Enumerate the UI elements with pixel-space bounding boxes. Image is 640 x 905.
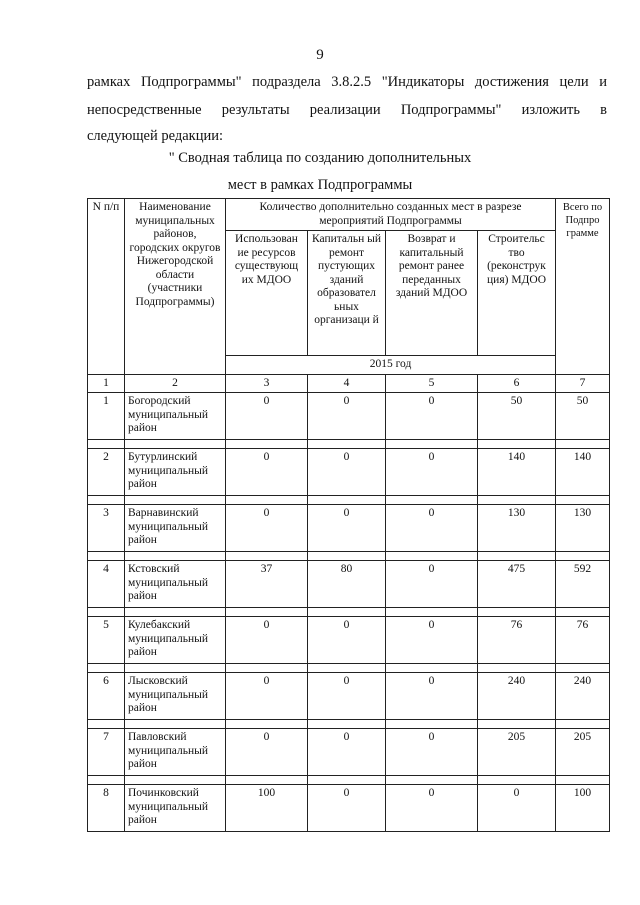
gap-cell (478, 720, 556, 729)
gap-cell (125, 440, 226, 449)
value-cell-c4: 0 (308, 729, 386, 776)
col-number: 5 (386, 374, 478, 393)
gap-cell (556, 552, 610, 561)
gap-cell (88, 496, 125, 505)
value-cell-c6: 475 (478, 561, 556, 608)
row-gap (88, 608, 610, 617)
col-number: 2 (125, 374, 226, 393)
header-year: 2015 год (226, 356, 556, 375)
value-cell-c5: 0 (386, 785, 478, 832)
gap-cell (386, 664, 478, 673)
gap-cell (226, 776, 308, 785)
table-title-line-2: мест в рамках Подпрограммы (227, 177, 413, 193)
table-row (88, 449, 610, 496)
value-cell-c6: 240 (478, 673, 556, 720)
intro-line-3: следующей редакции: (87, 128, 224, 144)
value-cell-c7: 240 (556, 673, 610, 720)
table-row (88, 617, 610, 664)
gap-cell (308, 776, 386, 785)
district-name: Бутурлинский муниципальный район (125, 449, 226, 496)
value-cell-c5: 0 (386, 449, 478, 496)
value-cell-c4: 0 (308, 393, 386, 440)
col-number: 3 (226, 374, 308, 393)
gap-cell (308, 496, 386, 505)
value-cell-c4: 0 (308, 785, 386, 832)
value-cell-c3: 37 (226, 561, 308, 608)
gap-cell (88, 720, 125, 729)
value-cell-c7: 100 (556, 785, 610, 832)
row-number: 4 (88, 561, 125, 608)
gap-cell (556, 720, 610, 729)
value-cell-c7: 50 (556, 393, 610, 440)
value-cell-c4: 0 (308, 505, 386, 552)
row-gap (88, 720, 610, 729)
value-cell-c5: 0 (386, 505, 478, 552)
district-name: Богородский муниципальный район (125, 393, 226, 440)
gap-cell (125, 552, 226, 561)
gap-cell (226, 552, 308, 561)
value-cell-c7: 130 (556, 505, 610, 552)
row-number: 3 (88, 505, 125, 552)
gap-cell (125, 608, 226, 617)
gap-cell (88, 440, 125, 449)
gap-cell (478, 776, 556, 785)
col-number: 1 (88, 374, 125, 393)
gap-cell (556, 664, 610, 673)
value-cell-c3: 0 (226, 673, 308, 720)
row-number: 5 (88, 617, 125, 664)
row-gap (88, 776, 610, 785)
header-num: N п/п (88, 199, 125, 375)
value-cell-c3: 0 (226, 393, 308, 440)
row-gap (88, 552, 610, 561)
value-cell-c6: 0 (478, 785, 556, 832)
gap-cell (308, 552, 386, 561)
district-name: Починковский муниципальный район (125, 785, 226, 832)
row-gap (88, 664, 610, 673)
value-cell-c7: 592 (556, 561, 610, 608)
value-cell-c5: 0 (386, 561, 478, 608)
value-cell-c6: 130 (478, 505, 556, 552)
value-cell-c6: 205 (478, 729, 556, 776)
gap-cell (478, 664, 556, 673)
table-row (88, 785, 610, 832)
table-row (88, 505, 610, 552)
row-number: 6 (88, 673, 125, 720)
district-name: Кулебакский муниципальный район (125, 617, 226, 664)
row-gap (88, 440, 610, 449)
col-number: 6 (478, 374, 556, 393)
value-cell-c7: 76 (556, 617, 610, 664)
value-cell-c3: 0 (226, 505, 308, 552)
table-row (88, 393, 610, 440)
gap-cell (386, 720, 478, 729)
column-numbers-row (88, 374, 610, 393)
district-name: Лысковский муниципальный район (125, 673, 226, 720)
gap-cell (226, 720, 308, 729)
col-number: 4 (308, 374, 386, 393)
gap-cell (125, 664, 226, 673)
value-cell-c7: 205 (556, 729, 610, 776)
header-name: Наименование муниципальных районов, городских округов Нижегородской области (участники Подпрограммы) (125, 199, 226, 375)
header-total: Всего по Подпро грамме (556, 199, 610, 375)
value-cell-c5: 0 (386, 673, 478, 720)
value-cell-c5: 0 (386, 729, 478, 776)
header-sub-4: Строительс тво (реконструк ция) МДОО (478, 231, 556, 356)
gap-cell (88, 664, 125, 673)
gap-cell (308, 664, 386, 673)
gap-cell (226, 496, 308, 505)
table-title-line-1: " Сводная таблица по созданию дополнительных (168, 150, 472, 166)
value-cell-c4: 0 (308, 673, 386, 720)
intro-line-2: непосредственные результаты реализации Подпрограммы" изложить в (87, 102, 607, 118)
gap-cell (556, 608, 610, 617)
gap-cell (556, 440, 610, 449)
header-sub-3: Возврат и капитальный ремонт ранее переданных зданий МДОО (386, 231, 478, 356)
gap-cell (478, 552, 556, 561)
intro-line-1: рамках Подпрограммы" подраздела 3.8.2.5 "Индикаторы достижения цели и (87, 74, 607, 90)
gap-cell (88, 776, 125, 785)
gap-cell (556, 776, 610, 785)
value-cell-c6: 50 (478, 393, 556, 440)
district-name: Кстовский муниципальный район (125, 561, 226, 608)
gap-cell (386, 552, 478, 561)
value-cell-c3: 0 (226, 617, 308, 664)
value-cell-c5: 0 (386, 393, 478, 440)
header-row-1 (88, 199, 610, 231)
row-number: 7 (88, 729, 125, 776)
gap-cell (386, 440, 478, 449)
value-cell-c4: 0 (308, 617, 386, 664)
gap-cell (478, 608, 556, 617)
value-cell-c3: 0 (226, 729, 308, 776)
gap-cell (226, 440, 308, 449)
page-number: 9 (316, 47, 324, 63)
gap-cell (308, 440, 386, 449)
value-cell-c3: 100 (226, 785, 308, 832)
gap-cell (386, 608, 478, 617)
summary-table (87, 198, 610, 832)
header-sub-1: Использован ие ресурсов существующ их МДОО (226, 231, 308, 356)
value-cell-c4: 0 (308, 449, 386, 496)
table-row (88, 561, 610, 608)
table-row (88, 729, 610, 776)
district-name: Павловский муниципальный район (125, 729, 226, 776)
gap-cell (125, 496, 226, 505)
gap-cell (386, 776, 478, 785)
row-gap (88, 496, 610, 505)
gap-cell (308, 608, 386, 617)
value-cell-c3: 0 (226, 449, 308, 496)
gap-cell (125, 776, 226, 785)
gap-cell (125, 720, 226, 729)
value-cell-c7: 140 (556, 449, 610, 496)
gap-cell (226, 608, 308, 617)
row-number: 1 (88, 393, 125, 440)
header-group: Количество дополнительно созданных мест в разрезе мероприятий Подпрограммы (226, 199, 556, 231)
gap-cell (88, 552, 125, 561)
row-number: 8 (88, 785, 125, 832)
gap-cell (226, 664, 308, 673)
table-row (88, 673, 610, 720)
district-name: Варнавинский муниципальный район (125, 505, 226, 552)
gap-cell (88, 608, 125, 617)
value-cell-c6: 140 (478, 449, 556, 496)
gap-cell (308, 720, 386, 729)
value-cell-c5: 0 (386, 617, 478, 664)
value-cell-c4: 80 (308, 561, 386, 608)
value-cell-c6: 76 (478, 617, 556, 664)
gap-cell (478, 440, 556, 449)
gap-cell (386, 496, 478, 505)
header-sub-2: Капитальн ый ремонт пустующих зданий образовател ьных организаци й (308, 231, 386, 356)
row-number: 2 (88, 449, 125, 496)
gap-cell (556, 496, 610, 505)
col-number: 7 (556, 374, 610, 393)
gap-cell (478, 496, 556, 505)
